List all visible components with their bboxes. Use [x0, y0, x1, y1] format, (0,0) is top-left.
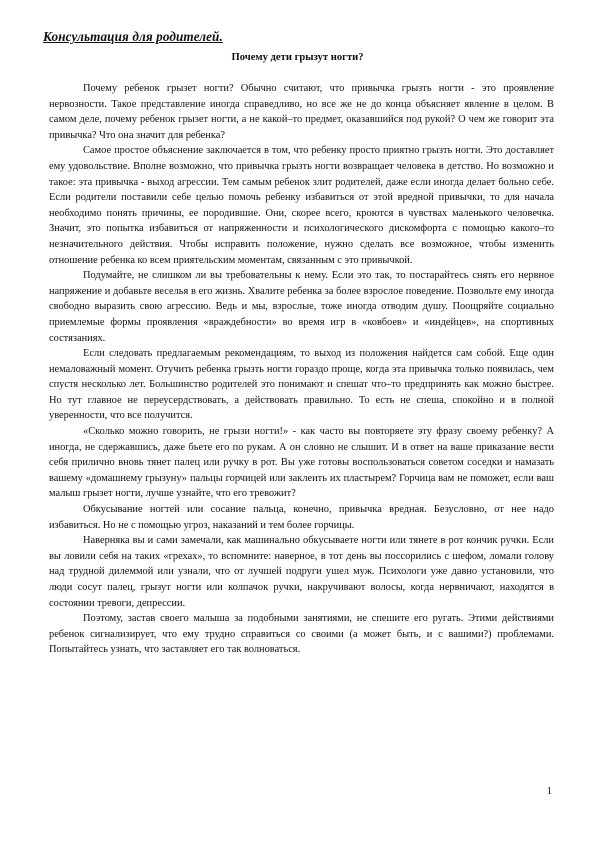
- paragraph: Наверняка вы и сами замечали, как машинально обкусываете ногти или тянете в рот кончик ручки. Если вы ловили себя на таких «грехах», то вспомните: наверное, в тот день вы поссорились с шефом, ломали голову над трудной дилеммой или узнали, что от лучшей подруги ушел муж. Психологи уже давно установили, что люди сосут палец, грызут ногти или колпачок ручки, накручивают волосы, когда нервничают, находятся в состоянии тревоги, депрессии.: [49, 535, 554, 609]
- paragraph: Обкусывание ногтей или сосание пальца, конечно, привычка вредная. Безусловно, от нее надо избавиться. Но не с помощью угроз, наказаний и тем более горчицы.: [49, 504, 554, 531]
- paragraph: Почему ребенок грызет ногти? Обычно считают, что привычка грызть ногти - это проявление нервозности. Такое представление иногда справедливо, но все же не до конца объясняет явление в целом. В самом деле, почему ребенок грызет ногти, а не какой–то предмет, оказавшийся под рукой? О чем же говорит эта привычка? Что она значит для ребенка?: [49, 83, 554, 141]
- header: Консультация для родителей.: [43, 29, 223, 44]
- paragraph: «Сколько можно говорить, не грызи ногти!» - как часто вы повторяете эту фразу своему ребенку? А иногда, не сдержавшись, даже бьете его по рукам. А он словно не слышит. И в ответ на ваше приказание вести себя прилично вновь тянет палец или ручку в рот. Вы уже готовы воспользоваться советом соседки и намазать вашему «домашнему грызуну» пальцы горчицей или заклеить их пластырем? Горчица вам не поможет, если ваш малыш грызет ногти, лучше узнайте, что его тревожит?: [49, 426, 554, 500]
- paragraph: Подумайте, не слишком ли вы требовательны к нему. Если это так, то постарайтесь снять его нервное напряжение и добавьте веселья в его жизнь. Хвалите ребенка за более взрослое поведение. Позвольте ему иногда свободно выразить свою агрессию. Ведь и мы, взрослые, тоже иногда отводим душу. Поощряйте социально приемлемые формы проявления «враждебности» во время игр в «ковбоев» и «индейцев», на спортивных состязаниях.: [49, 270, 554, 344]
- page-number: 1: [546, 786, 552, 797]
- paragraph: Если следовать предлагаемым рекомендациям, то выход из положения найдется сам собой. Еще один немаловажный момент. Отучить ребенка грызть ногти гораздо проще, когда эта привычка только появилась, чем спустя несколько лет. Большинство родителей это понимают и спешат что–то предпринять как можно быстрее. Но тут главное не переусердствовать, а действовать правильно. То есть не спеша, спокойно и в полной уверенности, что все получится.: [49, 348, 554, 422]
- body-text: [49, 81, 554, 658]
- paragraph: Самое простое объяснение заключается в том, что ребенку просто приятно грызть ногти. Это доставляет ему удовольствие. Вполне возможно, что привычка грызть ногти возвращает человека в детство. Но возможно и такое: эта привычка - выход агрессии. Тем самым ребенок злит родителей, даже если иногда делает больно себе. Если родители поставили себе целью помочь ребенку избавиться от этой вредной привычки, то для начала необходимо понять причины, ее породившие. Они, скорее всего, кроются в чувствах маленького человечка. Значит, это попытка избавиться от напряженности и психологического дискомфорта с помощью какого–то незначительного действия. Чтобы исправить положение, нужно сделать все возможное, чтобы изменить отношение ребенка ко всем приятельским моментам, связанным с это привычкой.: [49, 145, 554, 266]
- page-title: Почему дети грызут ногти?: [231, 52, 364, 63]
- paragraph: Поэтому, застав своего малыша за подобными занятиями, не спешите его ругать. Этими действиями ребенок сигнализирует, что ему трудно справиться со своими (а может быть, и с вашими?) проблемами. Попытайтесь узнать, что заставляет его так волноваться.: [49, 613, 554, 656]
